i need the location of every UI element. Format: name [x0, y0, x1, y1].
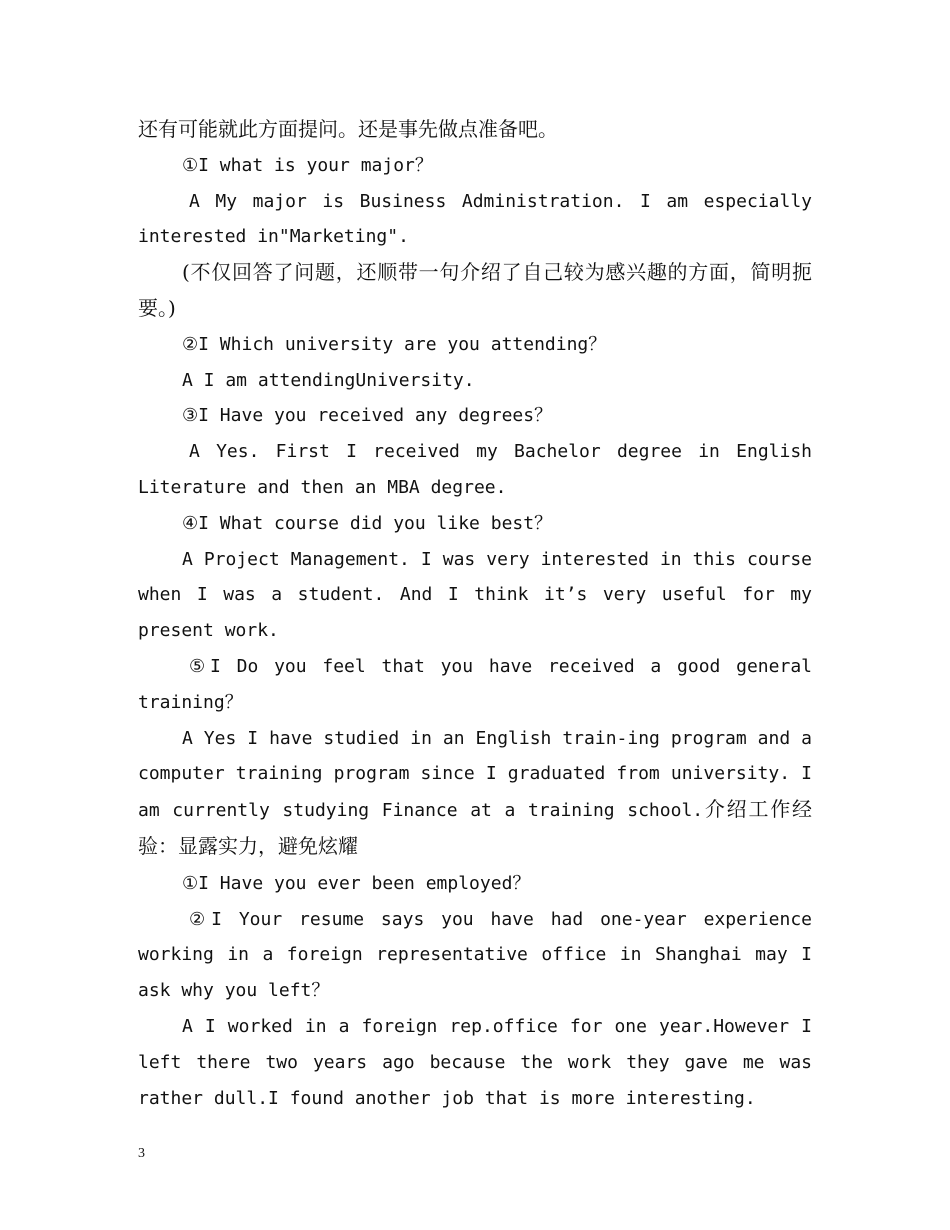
answer-course: A Project Management. I was very interested in this course when I was a student. And I think it’s very useful for my present work.: [138, 548, 812, 642]
answer-resume: A I worked in a foreign rep.office for one year.However I left there two years ago because the work they gave me was rather dull.I found another job that is more interesting.: [138, 1015, 812, 1109]
answer-training: [138, 721, 812, 866]
page-number: 3: [138, 1146, 145, 1161]
answer-major: A My major is Business Administration. I am especially interested in"Marketing".: [138, 190, 812, 248]
question-employed: ①I Have you ever been employed？: [182, 872, 531, 894]
answer-university: A I am attendingUniversity.: [182, 369, 475, 391]
question-degrees: ③I Have you received any degrees？: [182, 405, 553, 427]
document-body: [138, 112, 812, 1116]
note-answer-major: (不仅回答了问题，还顺带一句介绍了自己较为感兴趣的方面，简明扼要。): [138, 260, 812, 320]
answer-degrees: A Yes. First I received my Bachelor degree in English Literature and then an MBA degree.: [138, 441, 812, 498]
question-training: ⑤I Do you feel that you have received a good general training？: [138, 655, 812, 713]
question-university: ②I Which university are you attending？: [182, 333, 607, 355]
question-major: ①I what is your major？: [182, 154, 433, 176]
question-resume: ②I Your resume says you have had one-year experience working in a foreign representative office in Shanghai may I ask why you left？: [138, 908, 812, 1002]
answer-training-text: A Yes I have studied in an English train-ing program and a computer training program since I graduated from university. I am currently studying Finance at a training school.: [138, 727, 812, 822]
section-heading-work-experience: 介绍工作经验：显露实力，避免炫耀: [138, 797, 813, 858]
paragraph-intro: 还有可能就此方面提问。还是事先做点准备吧。: [138, 117, 558, 141]
question-course: ④I What course did you like best？: [182, 512, 553, 534]
